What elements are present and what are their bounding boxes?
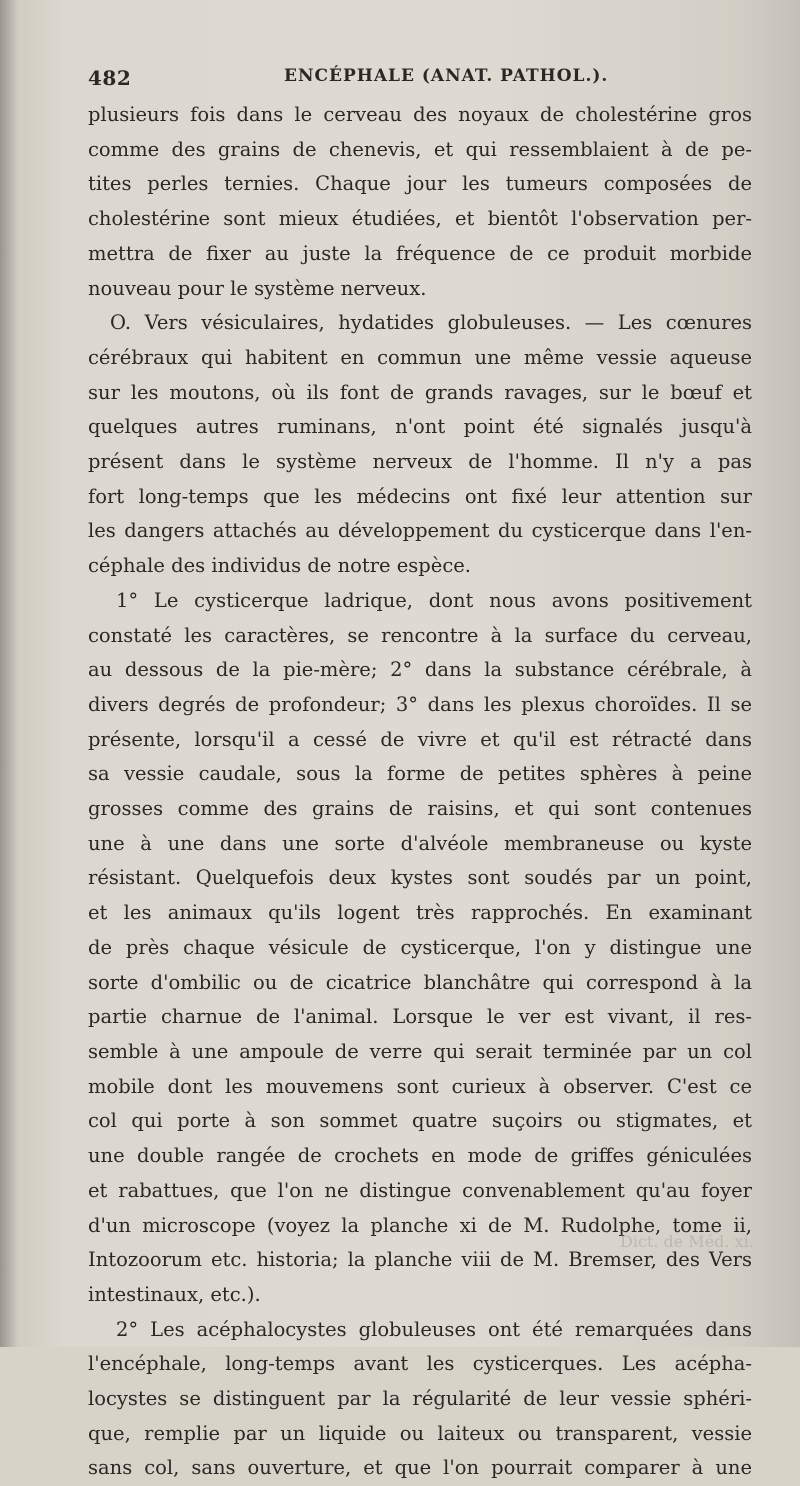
text-line: cholestérine sont mieux étudiées, et bientôt l'observation per- <box>88 207 752 231</box>
text-line: semble à une ampoule de verre qui serait terminée par un col <box>88 1039 752 1063</box>
text-line: grosses comme des grains de raisins, et qui sont contenues <box>88 797 752 821</box>
text-line: locystes se distinguent par la régularité de leur vessie sphéri- <box>88 1387 752 1411</box>
text-line: de près chaque vésicule de cysticerque, l'on y distingue une <box>88 935 752 959</box>
text-line: quelques autres ruminans, n'ont point été signalés jusqu'à <box>88 415 752 439</box>
text-line: sans col, sans ouverture, et que l'on pourrait comparer à une <box>88 1456 752 1480</box>
text-line: col qui porte à son sommet quatre suçoirs ou stigmates, et <box>88 1109 752 1133</box>
text-line: résistant. Quelquefois deux kystes sont soudés par un point, <box>88 866 752 890</box>
text-line: tites perles ternies. Chaque jour les tumeurs composées de <box>88 172 752 196</box>
text-line: constaté les caractères, se rencontre à la surface du cerveau, <box>88 623 752 647</box>
text-line-paragraph-start: O. Vers vésiculaires, hydatides globuleuses. — Les cœnures <box>110 311 752 335</box>
text-line: au dessous de la pie-mère; 2° dans la substance cérébrale, à <box>88 658 752 682</box>
page-number: 482 <box>88 66 132 90</box>
text-line: cérébraux qui habitent en commun une même vessie aqueuse <box>88 345 752 369</box>
text-line: présente, lorsqu'il a cessé de vivre et qu'il est rétracté dans <box>88 727 752 751</box>
bleed-through-footer: Dict. de Méd. xi. <box>620 1232 754 1251</box>
text-line: fort long-temps que les médecins ont fixé leur attention sur <box>88 484 752 508</box>
text-line: plusieurs fois dans le cerveau des noyaux de cholestérine gros <box>88 103 752 126</box>
text-line: intestinaux, etc.). <box>88 1282 261 1306</box>
text-line: et les animaux qu'ils logent très rapprochés. En examinant <box>88 901 752 925</box>
running-title: ENCÉPHALE (ANAT. PATHOL.). <box>284 66 609 86</box>
text-line-paragraph-start: 2° Les acéphalocystes globuleuses ont été remarquées dans <box>116 1317 752 1341</box>
text-line: partie charnue de l'animal. Lorsque le ver est vivant, il res- <box>88 1005 752 1029</box>
text-line: mobile dont les mouvemens sont curieux à observer. C'est ce <box>88 1074 752 1098</box>
text-line: et rabattues, que l'on ne distingue convenablement qu'au foyer <box>88 1178 752 1202</box>
page-header <box>88 66 758 100</box>
text-line: sa vessie caudale, sous la forme de petites sphères à peine <box>88 762 752 786</box>
text-line: présent dans le système nerveux de l'homme. Il n'y a pas <box>88 450 752 474</box>
text-line: mettra de fixer au juste la fréquence de ce produit morbide <box>88 241 752 265</box>
text-line: les dangers attachés au développement du cysticerque dans l'en- <box>88 519 752 543</box>
text-line: que, remplie par un liquide ou laiteux ou transparent, vessie <box>88 1421 752 1445</box>
text-line: nouveau pour le système nerveux. <box>88 276 427 300</box>
gutter-shadow <box>0 0 18 1347</box>
text-line: divers degrés de profondeur; 3° dans les plexus choroïdes. Il se <box>88 692 752 716</box>
text-line: céphale des individus de notre espèce. <box>88 554 471 578</box>
text-line: une double rangée de crochets en mode de griffes géniculées <box>88 1144 752 1168</box>
text-line: Intozoorum etc. historia; la planche viii de M. Bremser, des Vers <box>88 1248 752 1272</box>
text-line: comme des grains de chenevis, et qui ressemblaient à de pe- <box>88 137 752 161</box>
body-text <box>88 98 752 1486</box>
text-line: sorte d'ombilic ou de cicatrice blanchâtre qui correspond à la <box>88 970 752 994</box>
text-line: d'un microscope (voyez la planche xi de M. Rudolphe, tome ii, <box>88 1213 752 1237</box>
text-line-paragraph-start: 1° Le cysticerque ladrique, dont nous avons positivement <box>116 588 752 612</box>
text-line: l'encéphale, long-temps avant les cysticerques. Les acépha- <box>88 1352 752 1376</box>
text-line: sur les moutons, où ils font de grands ravages, sur le bœuf et <box>88 380 752 404</box>
text-line: une à une dans une sorte d'alvéole membraneuse ou kyste <box>88 831 752 855</box>
